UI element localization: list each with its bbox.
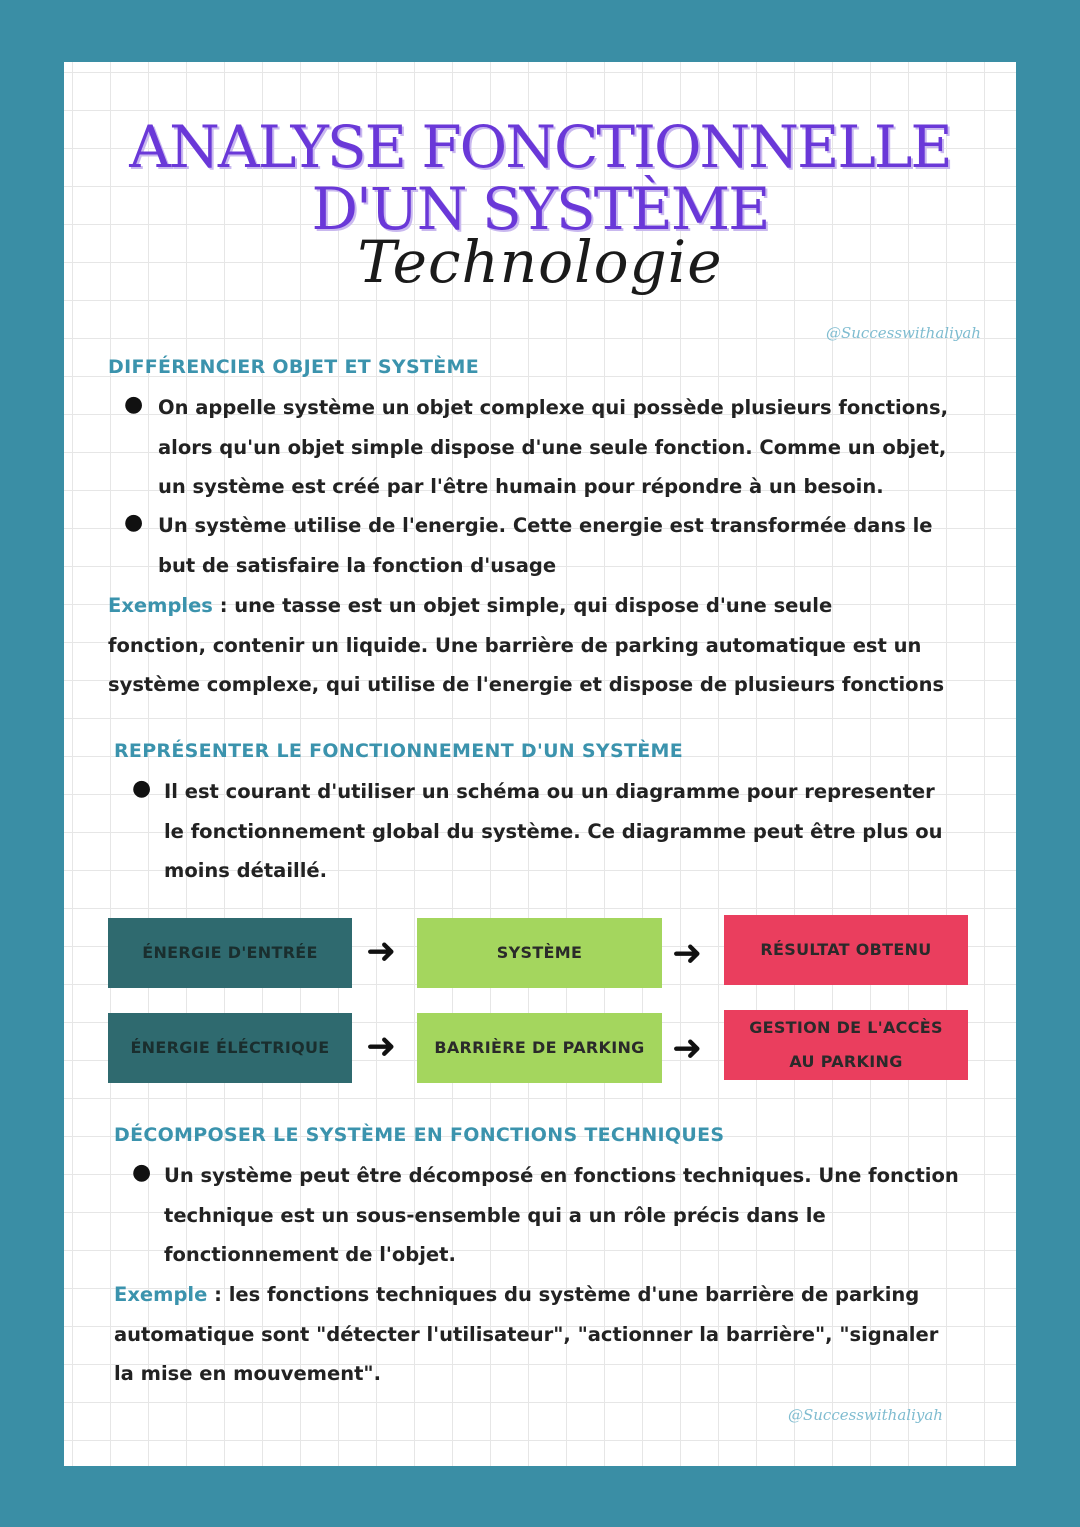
text-line: Un système peut être décomposé en fonctions techniques. Une fonction	[164, 1164, 959, 1187]
diagram-box-gestion-acces	[724, 1010, 968, 1080]
bullet-icon: ●	[124, 392, 144, 417]
bullet-icon: ●	[132, 1160, 152, 1185]
text-line: alors qu'un objet simple dispose d'une seule fonction. Comme un objet,	[158, 435, 947, 459]
example-label: Exemples	[108, 594, 213, 617]
paragraph-diagramme	[164, 772, 943, 891]
text-line: technique est un sous-ensemble qui a un rôle précis dans le	[164, 1203, 826, 1227]
text-line: la mise en mouvement".	[114, 1362, 382, 1385]
text-line: le fonctionnement global du système. Ce diagramme peut être plus ou	[164, 819, 943, 843]
text-line: On appelle système un objet complexe qui possède plusieurs fonctions,	[158, 396, 949, 419]
page-title-line2: D'UN SYSTÈME	[311, 175, 769, 243]
arrow-right-icon: ➜	[672, 1028, 703, 1069]
text-line: moins détaillé.	[164, 859, 328, 882]
paragraph-fonctions-techniques	[164, 1156, 959, 1275]
arrow-right-icon: ➜	[366, 931, 397, 972]
paragraph-exemples	[108, 586, 944, 705]
bullet-icon: ●	[124, 510, 144, 535]
example-label: Exemple	[114, 1283, 208, 1306]
text-line: Un système utilise de l'energie. Cette energie est transformée dans le	[158, 514, 933, 537]
paragraph-systeme-energie	[158, 506, 933, 585]
text-fragment: : les fonctions techniques du système d'une barrière de parking	[207, 1283, 920, 1306]
author-credit: @Successwithaliyah	[826, 324, 981, 342]
text-line: Il est courant d'utiliser un schéma ou un diagramme pour representer	[164, 780, 935, 803]
diagram-box-energie-electrique: ÉNERGIE ÉLÉCTRIQUE	[108, 1013, 352, 1083]
text-line	[114, 1275, 938, 1315]
text-line: fonction, contenir un liquide. Une barrière de parking automatique est un	[108, 633, 922, 657]
text-line: système complexe, qui utilise de l'energie et dispose de plusieurs fonctions	[108, 673, 945, 696]
author-credit-footer: @Successwithaliyah	[788, 1406, 943, 1424]
subject-subtitle: Technologie	[357, 228, 723, 296]
section-heading-differencier: DIFFÉRENCIER OBJET ET SYSTÈME	[108, 356, 479, 378]
diagram-box-barriere: BARRIÈRE DE PARKING	[417, 1013, 662, 1083]
text-line: un système est créé par l'être humain pour répondre à un besoin.	[158, 475, 884, 498]
text-line	[108, 586, 944, 626]
box-line: AU PARKING	[789, 1052, 903, 1071]
paragraph-exemple-barriere	[114, 1275, 938, 1394]
text-line: but de satisfaire la fonction d'usage	[158, 553, 557, 577]
arrow-right-icon: ➜	[672, 933, 703, 974]
diagram-box-resultat: RÉSULTAT OBTENU	[724, 915, 968, 985]
text-line: fonctionnement de l'objet.	[164, 1243, 456, 1266]
text-fragment: : une tasse est un objet simple, qui dispose d'une seule	[212, 594, 833, 617]
diagram-box-energie-entree: ÉNERGIE D'ENTRÉE	[108, 918, 352, 988]
bullet-icon: ●	[132, 776, 152, 801]
section-heading-representer: REPRÉSENTER LE FONCTIONNEMENT D'UN SYSTÈME	[114, 740, 683, 762]
diagram-box-systeme: SYSTÈME	[417, 918, 662, 988]
box-line: GESTION DE L'ACCÈS	[749, 1018, 943, 1037]
section-heading-decomposer: DÉCOMPOSER LE SYSTÈME EN FONCTIONS TECHNIQUES	[114, 1124, 725, 1146]
page-title: ANALYSE FONCTIONNELLE	[129, 113, 951, 181]
text-line: automatique sont "détecter l'utilisateur", "actionner la barrière", "signaler	[114, 1322, 939, 1346]
arrow-right-icon: ➜	[366, 1026, 397, 1067]
paragraph-systeme-definition	[158, 388, 948, 507]
note-page	[64, 62, 1016, 1466]
